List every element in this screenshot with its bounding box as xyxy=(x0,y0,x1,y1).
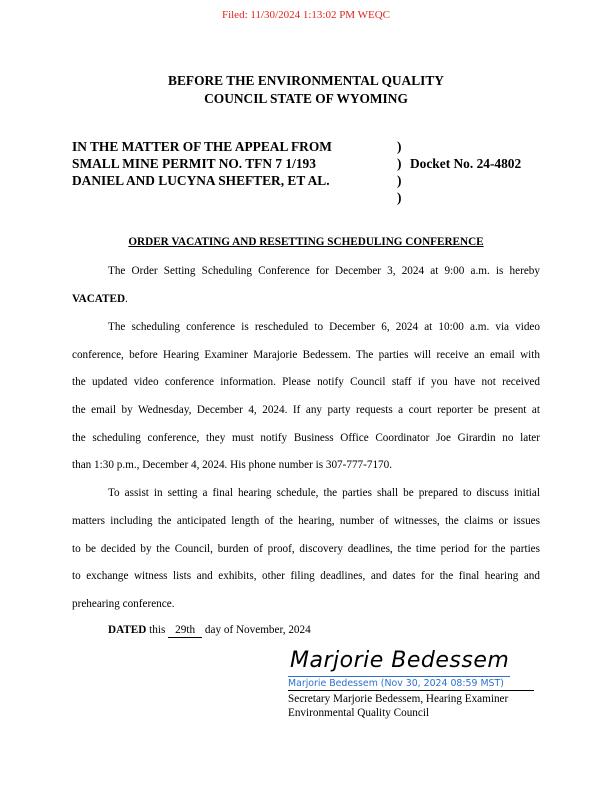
esign-stamp: Marjorie Bedessem (Nov 30, 2024 08:59 MST) xyxy=(288,678,504,689)
dated-rest: day of November, 2024 xyxy=(204,624,311,636)
order-heading: ORDER VACATING AND RESETTING SCHEDULING CONFERENCE xyxy=(128,236,484,248)
paragraph-3-line: prehearing conference. xyxy=(72,598,175,610)
caption-line-2: SMALL MINE PERMIT NO. TFN 7 1/193 xyxy=(72,156,316,171)
vacated-text: VACATED xyxy=(72,293,126,305)
court-title-line-2: COUNCIL STATE OF WYOMING xyxy=(204,91,408,106)
docket-number: Docket No. 24-4802 xyxy=(410,156,522,171)
paragraph-3-line: matters including the anticipated length of the hearing, number of witnesses, the claims or issues xyxy=(72,515,540,527)
paragraph-2-line: conference, before Hearing Examiner Marajorie Bedessem. The parties will receive an email with xyxy=(72,349,540,361)
paragraph-2-line: than 1:30 p.m., December 4, 2024. His phone number is 307-777-7170. xyxy=(72,459,393,471)
paragraph-2-line: the updated video conference information. Please notify Council staff if you have not received xyxy=(72,376,540,388)
signature-image: Marjorie Bedessem xyxy=(290,648,510,673)
signer-org: Environmental Quality Council xyxy=(288,707,430,719)
period: . xyxy=(125,293,128,305)
dated-day: 29th xyxy=(168,623,202,638)
caption-paren: ) xyxy=(397,173,402,188)
signature-line xyxy=(288,690,534,691)
dated-this: this xyxy=(149,624,166,636)
paragraph-3-line: to exchange witness lists and exhibits, other filing deadlines, and dates for the final hearing and xyxy=(72,570,540,582)
paragraph-3-line: to be decided by the Council, burden of proof, discovery deadlines, the time period for the parties xyxy=(72,543,540,555)
signer-title: Secretary Marjorie Bedessem, Hearing Examiner xyxy=(288,693,509,705)
court-title-line-1: BEFORE THE ENVIRONMENTAL QUALITY xyxy=(168,73,444,88)
paragraph-2-line: The scheduling conference is rescheduled to December 6, 2024 at 10:00 a.m. via video xyxy=(108,321,540,333)
caption-line-3: DANIEL AND LUCYNA SHEFTER, ET AL. xyxy=(72,173,330,188)
esign-underline xyxy=(288,676,510,677)
caption-paren: ) xyxy=(397,190,402,205)
paragraph-1-end xyxy=(72,292,540,306)
caption-line-1: IN THE MATTER OF THE APPEAL FROM xyxy=(72,139,332,154)
paragraph-2-line: the email by Wednesday, December 4, 2024. If any party requests a court reporter be present at xyxy=(72,404,540,416)
caption-paren: ) xyxy=(397,139,402,154)
caption-paren: ) xyxy=(397,156,402,171)
dated-line xyxy=(108,623,576,638)
filed-stamp: Filed: 11/30/2024 1:13:02 PM WEQC xyxy=(221,9,391,21)
paragraph-2-line: the scheduling conference, they must notify Business Office Coordinator Joe Girardin no later xyxy=(72,432,540,444)
dated-label: DATED xyxy=(108,624,147,636)
paragraph-3-line: To assist in setting a final hearing schedule, the parties shall be prepared to discuss initial xyxy=(108,487,540,499)
paragraph-1-line: The Order Setting Scheduling Conference for December 3, 2024 at 9:00 a.m. is hereby xyxy=(108,265,540,277)
